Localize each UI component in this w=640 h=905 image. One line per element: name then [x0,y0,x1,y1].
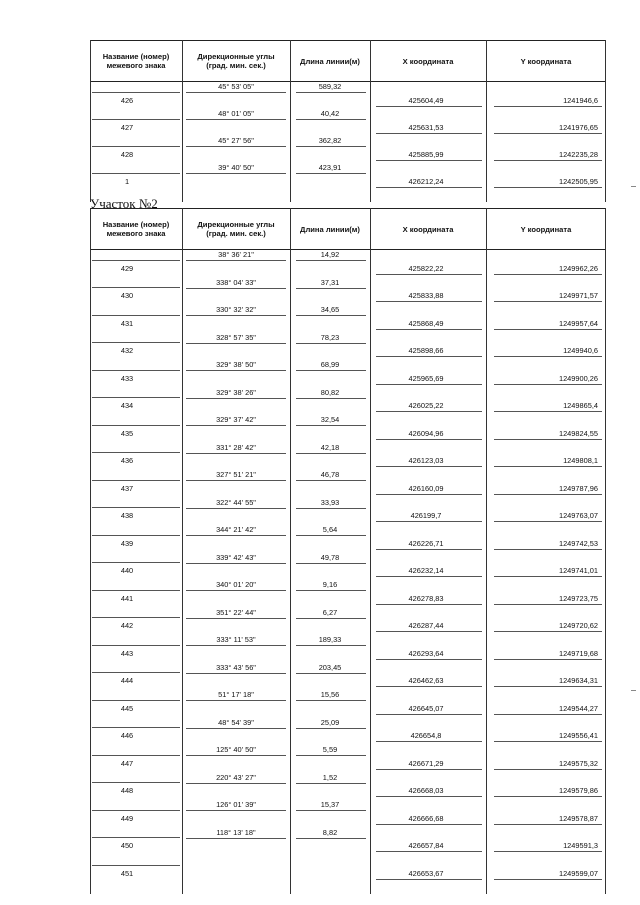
x-coordinate-cell: 425631,53 [408,122,444,132]
row-rule [296,425,366,426]
row-rule [186,563,286,564]
x-coordinate-cell: 426666,68 [408,813,444,823]
angle-cell: 322° 44' 55" [216,497,256,507]
row-rule [494,769,602,770]
column-divider [486,40,487,202]
row-rule [376,769,482,770]
row-rule [92,810,180,811]
length-cell: 8,82 [322,827,338,837]
x-coordinate-cell: 426226,71 [408,538,444,548]
row-rule [186,700,286,701]
row-rule [296,453,366,454]
row-rule [186,783,286,784]
row-rule [376,741,482,742]
header-length: Длина линии(м) [300,224,360,234]
column-divider [290,40,291,202]
row-rule [92,315,180,316]
row-rule [296,755,366,756]
angle-cell: 331° 28' 42" [216,442,256,452]
angle-cell: 329° 38' 26" [216,387,256,397]
row-rule [494,879,602,880]
header-name: Название (номер) межевого знака [102,220,170,238]
margin-mark [631,690,636,691]
row-rule [494,521,602,522]
row-rule [376,466,482,467]
x-coordinate-cell: 425604,49 [408,95,444,105]
x-coordinate-cell: 426287,44 [408,621,444,631]
row-rule [494,741,602,742]
row-rule [186,838,286,839]
angle-cell: 329° 38' 50" [216,360,256,369]
table-header [90,40,606,82]
row-rule [376,411,482,412]
length-cell: 6,27 [322,607,338,617]
row-rule [494,494,602,495]
length-cell: 14,92 [320,250,340,259]
y-coordinate-cell: 1249634,31 [558,676,598,686]
point-name-cell: 426 [120,95,134,105]
row-rule [376,659,482,660]
x-coordinate-cell: 426123,03 [408,456,444,466]
header-x: X координата [402,56,454,66]
y-coordinate-cell: 1249865,4 [563,401,598,411]
boundary-table-2 [90,208,606,894]
row-rule [296,590,366,591]
row-rule [92,342,180,343]
row-rule [186,146,286,147]
row-rule [376,851,482,852]
length-cell: 1,52 [322,772,338,782]
y-coordinate-cell: 1249578,87 [558,813,598,823]
row-rule [92,480,180,481]
row-rule [296,810,366,811]
angle-cell: 339° 42' 43" [216,552,256,562]
row-rule [494,187,602,188]
row-rule [376,714,482,715]
row-rule [494,329,602,330]
row-rule [92,645,180,646]
y-coordinate-cell: 1249957,64 [558,318,598,328]
point-name-cell: 451 [120,868,134,878]
point-name-cell: 438 [120,511,134,521]
row-rule [186,173,286,174]
row-rule [186,119,286,120]
row-rule [376,133,482,134]
row-rule [494,356,602,357]
column-divider [370,208,371,894]
row-rule [186,755,286,756]
x-coordinate-cell: 426654,8 [410,731,442,741]
row-rule [92,727,180,728]
row-rule [376,521,482,522]
length-cell: 34,65 [320,305,340,314]
row-rule [494,686,602,687]
boundary-table-1 [90,40,606,202]
angle-cell: 328° 57' 35" [216,332,256,342]
x-coordinate-cell: 426160,09 [408,483,444,493]
row-rule [92,755,180,756]
row-rule [494,714,602,715]
row-rule [92,700,180,701]
row-rule [376,356,482,357]
point-name-cell: 449 [120,813,134,823]
row-rule [92,287,180,288]
row-rule [494,631,602,632]
point-name-cell: 445 [120,703,134,713]
row-rule [376,631,482,632]
header-y: Y координата [520,224,572,234]
row-rule [376,549,482,550]
column-divider [605,40,606,202]
point-name-cell: 437 [120,483,134,493]
row-rule [296,645,366,646]
point-name-cell: 450 [120,841,134,851]
angle-cell: 118° 13' 18" [216,827,256,837]
row-rule [296,783,366,784]
angle-cell: 125° 40' 50" [216,745,256,754]
length-cell: 362,82 [318,136,342,145]
angle-cell: 45° 27' 56" [218,136,254,145]
row-rule [296,92,366,93]
row-rule [186,370,286,371]
row-rule [296,508,366,509]
row-rule [494,384,602,385]
row-rule [92,562,180,563]
point-name-cell: 442 [120,621,134,631]
row-rule [296,838,366,839]
row-rule [296,260,366,261]
row-rule [186,618,286,619]
point-name-cell: 427 [120,122,134,132]
row-rule [186,535,286,536]
y-coordinate-cell: 1249824,55 [558,428,598,438]
length-cell: 78,23 [320,332,340,342]
length-cell: 49,78 [320,552,340,562]
point-name-cell: 441 [120,593,134,603]
length-cell: 5,59 [322,745,338,754]
header-name: Название (номер) межевого знака [102,52,170,70]
row-rule [296,173,366,174]
row-rule [494,411,602,412]
row-rule [376,604,482,605]
row-rule [92,119,180,120]
y-coordinate-cell: 1242235,28 [558,149,598,159]
row-rule [186,453,286,454]
row-rule [376,329,482,330]
row-rule [186,480,286,481]
y-coordinate-cell: 1249575,32 [558,758,598,768]
y-coordinate-cell: 1249763,07 [558,511,598,521]
row-rule [92,173,180,174]
row-rule [494,133,602,134]
x-coordinate-cell: 426645,07 [408,703,444,713]
y-coordinate-cell: 1249723,75 [558,593,598,603]
x-coordinate-cell: 426199,7 [410,511,442,521]
row-rule [494,576,602,577]
y-coordinate-cell: 1249544,27 [558,703,598,713]
angle-cell: 344° 21' 42" [216,525,256,534]
point-name-cell: 446 [120,731,134,741]
point-name-cell: 434 [120,401,134,411]
row-rule [296,700,366,701]
point-name-cell: 432 [120,346,134,356]
row-rule [494,439,602,440]
y-coordinate-cell: 1249971,57 [558,291,598,301]
angle-cell: 48° 54' 39" [218,717,254,727]
length-cell: 15,56 [320,690,340,699]
row-rule [376,494,482,495]
row-rule [296,535,366,536]
length-cell: 32,54 [320,415,340,424]
x-coordinate-cell: 425822,22 [408,263,444,273]
length-cell: 46,78 [320,470,340,479]
x-coordinate-cell: 426293,64 [408,648,444,658]
row-rule [376,576,482,577]
row-rule [494,106,602,107]
angle-cell: 340° 01' 20" [216,580,256,589]
row-rule [376,274,482,275]
row-rule [376,879,482,880]
row-rule [186,92,286,93]
angle-cell: 327° 51' 21" [216,470,256,479]
row-rule [376,824,482,825]
length-cell: 203,45 [318,662,342,672]
row-rule [186,508,286,509]
length-cell: 37,31 [320,277,340,287]
row-rule [92,452,180,453]
point-name-cell: 431 [120,318,134,328]
header-angle: Дирекционные углы (град. мин. сек.) [197,220,275,238]
row-rule [186,590,286,591]
column-divider [90,208,91,894]
point-name-cell: 448 [120,786,134,796]
row-rule [92,260,180,261]
angle-cell: 51° 17' 18" [218,690,254,699]
y-coordinate-cell: 1249742,53 [558,538,598,548]
angle-cell: 330° 32' 32" [216,305,256,314]
length-cell: 189,33 [318,635,342,644]
row-rule [296,563,366,564]
row-rule [296,146,366,147]
row-rule [376,187,482,188]
angle-cell: 333° 43' 56" [216,662,256,672]
row-rule [494,796,602,797]
row-rule [92,535,180,536]
y-coordinate-cell: 1249741,01 [558,566,598,576]
length-cell: 40,42 [320,109,340,118]
x-coordinate-cell: 426657,84 [408,841,444,851]
y-coordinate-cell: 1249962,26 [558,263,598,273]
point-name-cell: 444 [120,676,134,686]
length-cell: 589,32 [318,82,342,91]
x-coordinate-cell: 426025,22 [408,401,444,411]
point-name-cell: 433 [120,373,134,383]
row-rule [92,397,180,398]
row-rule [92,837,180,838]
row-rule [494,604,602,605]
row-rule [296,119,366,120]
y-coordinate-cell: 1249556,41 [558,731,598,741]
angle-cell: 333° 11' 53" [216,635,256,644]
row-rule [296,398,366,399]
column-divider [90,40,91,202]
column-divider [290,208,291,894]
row-rule [92,590,180,591]
y-coordinate-cell: 1249787,96 [558,483,598,493]
margin-mark [631,186,636,187]
y-coordinate-cell: 1249579,86 [558,786,598,796]
row-rule [494,824,602,825]
angle-cell: 329° 37' 42" [216,415,256,424]
column-divider [182,208,183,894]
row-rule [92,92,180,93]
row-rule [494,160,602,161]
y-coordinate-cell: 1249808,1 [563,456,598,466]
row-rule [186,398,286,399]
row-rule [186,728,286,729]
column-divider [486,208,487,894]
x-coordinate-cell: 425833,88 [408,291,444,301]
row-rule [92,425,180,426]
header-angle: Дирекционные углы (град. мин. сек.) [197,52,275,70]
x-coordinate-cell: 425965,69 [408,373,444,383]
header-length: Длина линии(м) [300,56,360,66]
y-coordinate-cell: 1249940,6 [563,346,598,356]
row-rule [296,480,366,481]
column-divider [605,208,606,894]
length-cell: 5,64 [322,525,338,534]
row-rule [296,315,366,316]
row-rule [494,274,602,275]
x-coordinate-cell: 426671,29 [408,758,444,768]
column-divider [370,40,371,202]
row-rule [186,645,286,646]
point-name-cell: 436 [120,456,134,466]
row-rule [92,370,180,371]
angle-cell: 126° 01' 39" [216,800,256,809]
row-rule [92,617,180,618]
point-name-cell: 447 [120,758,134,768]
row-rule [376,301,482,302]
length-cell: 33,93 [320,497,340,507]
y-coordinate-cell: 1249720,62 [558,621,598,631]
row-rule [376,106,482,107]
angle-cell: 39° 40' 50" [218,163,254,172]
x-coordinate-cell: 425868,49 [408,318,444,328]
row-rule [494,549,602,550]
row-rule [296,288,366,289]
row-rule [186,315,286,316]
y-coordinate-cell: 1249719,68 [558,648,598,658]
angle-cell: 38° 36' 21" [218,250,254,259]
row-rule [296,728,366,729]
row-rule [186,288,286,289]
header-y: Y координата [520,56,572,66]
row-rule [494,851,602,852]
angle-cell: 351° 22' 44" [216,607,256,617]
length-cell: 42,18 [320,442,340,452]
y-coordinate-cell: 1249591,3 [563,841,598,851]
angle-cell: 220° 43' 27" [216,772,256,782]
x-coordinate-cell: 426462,63 [408,676,444,686]
section-title: Участок №2 [90,196,158,211]
row-rule [296,618,366,619]
header-x: X координата [402,224,454,234]
angle-cell: 48° 01' 05" [218,109,254,118]
point-name-cell: 439 [120,538,134,548]
y-coordinate-cell: 1242505,95 [558,176,598,186]
column-divider [182,40,183,202]
row-rule [376,796,482,797]
row-rule [186,343,286,344]
point-name-cell: 430 [120,291,134,301]
length-cell: 15,37 [320,800,340,809]
row-rule [296,673,366,674]
length-cell: 423,91 [318,163,342,172]
x-coordinate-cell: 426668,03 [408,786,444,796]
y-coordinate-cell: 1249900,26 [558,373,598,383]
x-coordinate-cell: 426653,67 [408,868,444,878]
row-rule [494,466,602,467]
point-name-cell: 435 [120,428,134,438]
row-rule [186,810,286,811]
length-cell: 9,16 [322,580,338,589]
row-rule [186,673,286,674]
length-cell: 80,82 [320,387,340,397]
y-coordinate-cell: 1249599,07 [558,868,598,878]
point-name-cell: 429 [120,263,134,273]
row-rule [186,260,286,261]
table-header [90,208,606,250]
row-rule [92,507,180,508]
row-rule [376,439,482,440]
row-rule [92,146,180,147]
row-rule [494,659,602,660]
angle-cell: 338° 04' 33" [216,277,256,287]
x-coordinate-cell: 425885,99 [408,149,444,159]
row-rule [376,160,482,161]
x-coordinate-cell: 426094,96 [408,428,444,438]
row-rule [92,782,180,783]
point-name-cell: 428 [120,149,134,159]
row-rule [376,686,482,687]
row-rule [296,370,366,371]
x-coordinate-cell: 426232,14 [408,566,444,576]
length-cell: 68,99 [320,360,340,369]
point-name-cell: 443 [120,648,134,658]
row-rule [186,425,286,426]
point-name-cell: 440 [120,566,134,576]
x-coordinate-cell: 426278,83 [408,593,444,603]
row-rule [376,384,482,385]
length-cell: 25,09 [320,717,340,727]
x-coordinate-cell: 425898,66 [408,346,444,356]
row-rule [92,865,180,866]
row-rule [494,301,602,302]
y-coordinate-cell: 1241946,6 [563,95,598,105]
x-coordinate-cell: 426212,24 [408,176,444,186]
row-rule [296,343,366,344]
angle-cell: 45° 53' 05" [218,82,254,91]
point-name-cell: 1 [124,176,130,186]
y-coordinate-cell: 1241976,65 [558,122,598,132]
row-rule [92,672,180,673]
